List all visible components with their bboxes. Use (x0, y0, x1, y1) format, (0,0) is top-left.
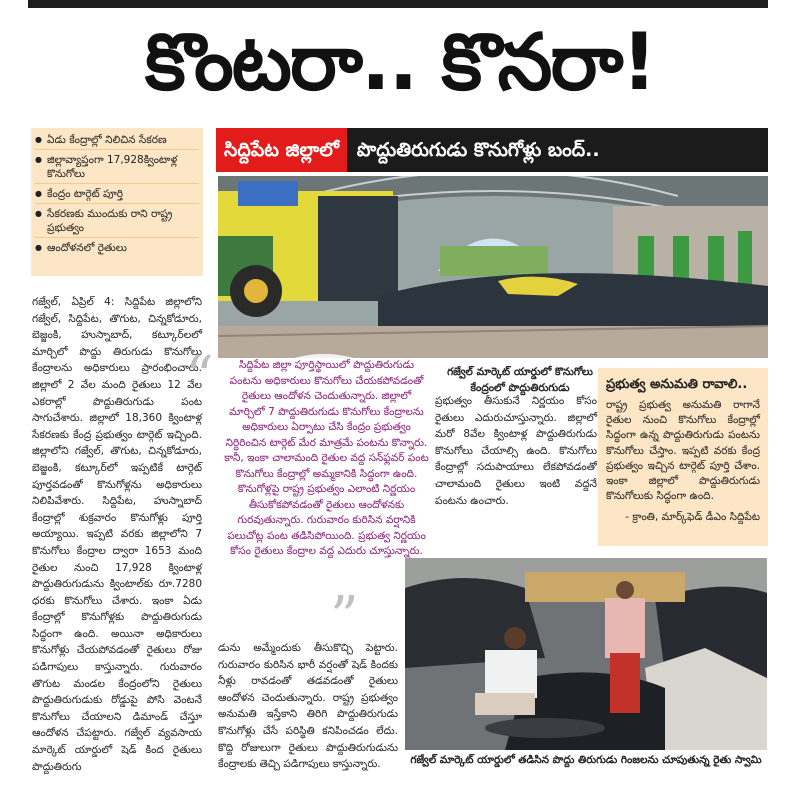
highlight-item: ● ఆందోళనలో రైతులు (35, 238, 199, 257)
pull-quote: సిద్దిపేట జిల్లా పూర్తిస్థాయిలో పొద్దుతిరుగుడు పంటను అధికారులు కొనుగోలు చేయకపోవడంతో రైతులు ఆందోళన చెందుతున్నారు. జిల్లాలో మార్చిలో 7 పొద్దుతిరుగుడు కొనుగోలు కేంద్రాలను అధికారులు ఏర్పాటు చేసి కేంద్రం ప్రభుత్వం నిర్ధిరించిన టార్గెట్ మేర మాత్రమే పంటను కొన్నారు. కానీ, ఇంకా చాలామంది రైతుల వద్ద సన్‌ఫ్లవర్ పంట కొనుగోలు కేంద్రాల్లో అమ్మకానికి సిద్ధంగా ఉంది. కొనుగోళ్లపై రాష్ట్ర ప్రభుత్వం ఎలాంటి నిర్ణయం తీసుకోకపోవడంతో రైతులు ఆందోళనకు గురవుతున్నారు. గురువారం కురిసిన వర్షానికి పలుచోట్ల పంట తడిసిపోయింది. ప్రభుత్వ నిర్ణయం కోసం రైతులు కేంద్రాల వద్ద ఎదురు చూస్తున్నారు. (224, 359, 429, 557)
close-quote-icon: ” (330, 585, 359, 650)
highlight-item: ● సేకరణకు ముందుకు రాని రాష్ట్ర ప్రభుత్వం (35, 204, 199, 238)
subheadline-district: సిద్దిపేట జిల్లాలో (216, 128, 347, 172)
official-quote-title: ప్రభుత్వ అనుమతి రావాలి.. (606, 377, 748, 392)
article-column-bottom: డును అమ్మేందుకు తీసుకొచ్చి పెట్టారు. గురువారం కురిసిన భారీ వర్షంతో షెడ్ కిందకు నీళ్లు రావడంతో తడవడంతో రైతులు ఆందోళన చెందుతున్నారు. రాష్ట్ర ప్రభుత్వం అనుమతి ఇస్తేకాని తిరిగి పొద్దుతిరుగుడు కొనుగోళ్లు చేసే పరిస్థితి కనిపించడం లేదు. కొద్ది రోజులుగా రైతులు పొద్దుతిరుగుడును కేంద్రాలకు తెచ్చి పడిగాపులు కాస్తున్నారు. (218, 642, 398, 771)
highlight-item: ● ఏడు కేంద్రాల్లో నిలిచిన సేకరణ (35, 130, 199, 150)
market-shed-photo (218, 176, 768, 358)
highlights-box (31, 128, 203, 276)
photo2-caption: గజ్వేల్ మార్కెట్ యార్డులో తడిసిన పొద్దు తిరుగుడు గింజలను చూపుతున్న రైతు స్వామి (410, 754, 762, 766)
official-quote-author: - క్రాంతి, మార్క్‌ఫెడ్ డీఎం సిద్దిపేట (625, 511, 760, 524)
open-quote-icon: “ (185, 345, 214, 410)
highlight-item: ● జిల్లావ్యాప్తంగా 17,928క్వింటాళ్ల కొనుగోలు (35, 150, 199, 184)
highlight-item: ● కేంద్రం టార్గెట్ పూర్తి (35, 184, 199, 204)
farmer-image (405, 558, 767, 750)
photo1-caption: గజ్వేల్ మార్కెట్ యార్డులో కొనుగోలు కేంద్రంలో పొద్దుతిరుగుడు (447, 366, 593, 394)
page-headline: కొంటరా.. కొనరా! (144, 18, 656, 108)
farmer-photo (405, 558, 767, 750)
market-shed-image (218, 176, 768, 358)
official-quote-box (598, 368, 768, 546)
subheadline (216, 128, 768, 172)
article-column-mid: ప్రభుత్వం తీసుకునే నిర్ణయం కోసం రైతులు ఎదురుచూస్తున్నారు. జిల్లాలో మరో 8వేల క్వింటాళ్ల పొద్దుతిరుగుడు కొనుగోలు చేయాల్సి ఉంది. కొనుగోలు కేంద్రాల్లో సదుపాయాలు లేకపోవడంతో చాలామంది రైతులు ఇంటి వద్దనే పంటను ఉంచారు. (435, 395, 597, 507)
subheadline-title: పొద్దుతిరుగుడు కొనుగోళ్లు బంద్.. (347, 128, 768, 172)
article-column-1: గజ్వేల్, ఏప్రిల్ 4: సిద్దిపేట జిల్లాలోని గజ్వేల్, సిద్దిపేట, తొగుట, చిన్నకోడూరు, బెజ్జంకి, హుస్నాబాద్, కట్కూర్‌లలో మార్చిలో పొద్దు తిరుగుడు కొనుగోలు కేంద్రాలను అధికారులు ప్రారంభించారు. జిల్లాలో 2 వేల మంది రైతులు 12 వేల ఎకరాల్లో పొద్దుతిరుగుడు పంట సాగుచేశారు. జిల్లాలో 18,360 క్వింటాళ్ల సేకరణకు కేంద్ర ప్రభుత్వం టార్గెట్ ఇచ్చింది. జిల్లాలోని గజ్వేల్, తొగుట, చిన్నకోడూరు, బెజ్జంకి, కట్కూర్‌లో ఇప్పటికే టార్గెట్ పూర్తవడంతో కొనుగోళ్లను అధికారులు నిలిపివేశారు. సిద్దిపేట, హుస్నాబాద్ కేంద్రాల్లో శుక్రవారం కొనుగోళ్లు పూర్తి అయ్యాయి. ఇప్పటి వరకు జిల్లాలోని 7 కొనుగోలు కేంద్రాల ద్వారా 1653 మంది రైతుల నుంచి 17,928 క్వింటాళ్ల పొద్దుతిరుగుడును క్వింటాల్‌కు రూ.7280 ధరకు కొనుగోలు చేశారు. ఇంకా ఏడు కేంద్రాల్లో కొనుగోళ్లకు పొద్దుతిరుగుడు సిద్ధంగా ఉంది. అయినా అధికారులు కొనుగోళ్లు చేయపోవడంతో రైతులు రోజు పడిగాపులు కాస్తున్నారు. గురువారం తొగుట మండల కేంద్రంలోని రైతులు పొద్దుతిరుగుడుకు రోడ్డుపై పోసి వెంటనే కొనుగోలు చేయాలని డిమాండ్ చేస్తూ ఆందోళన చేపట్టారు. గజ్వేల్ వ్యవసాయ మార్కెట్ యార్డులో షెడ్ కింద రైతులు పొద్దుతిరుగు (32, 296, 202, 773)
top-rule (28, 0, 768, 8)
official-quote-text: రాష్ట్ర ప్రభుత్వ అనుమతి రాగానే రైతుల నుంచి కొనుగోలు కేంద్రాల్లో సిద్ధంగా ఉన్న పొద్దుతిరుగుడు పంటను కొనుగోలు చేస్తాం. ఇప్పటి వరకు కేంద్ర ప్రభుత్వం ఇచ్చిన టార్గెట్ పూర్తి చేశాం. ఇంకా జిల్లాలో పొద్దుతిరుగుడు కొనుగోలుకు సిద్ధంగా ఉంది. (606, 399, 760, 503)
